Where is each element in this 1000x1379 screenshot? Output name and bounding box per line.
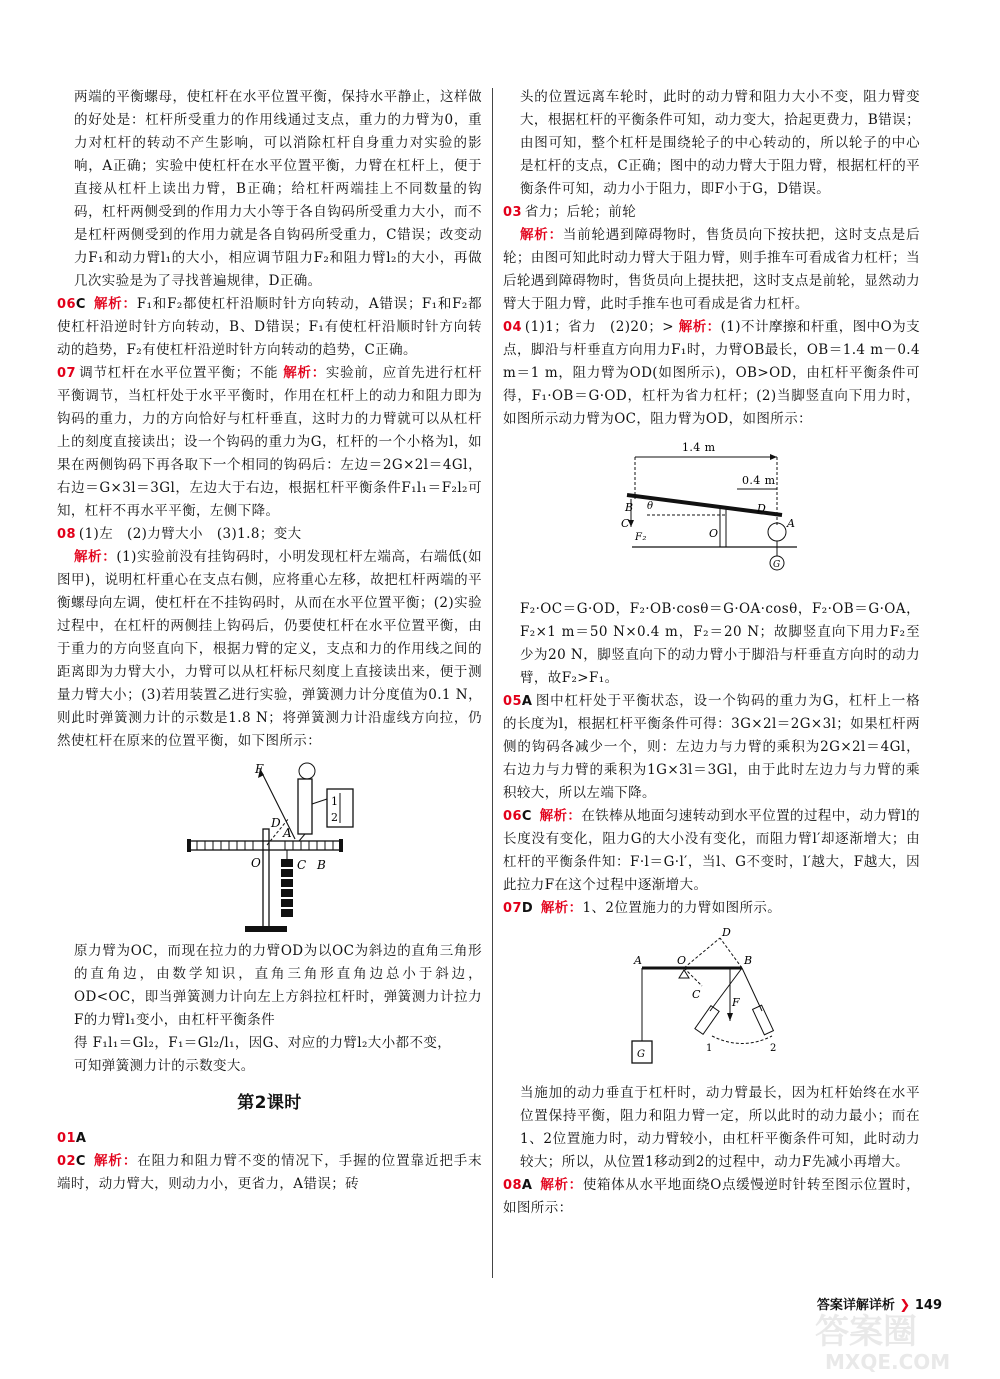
label-O: O (676, 954, 686, 967)
chevron-right-icon: ❯ (899, 1298, 911, 1313)
length-0-4m: 0.4 m (741, 474, 775, 487)
label-C: C (296, 858, 307, 872)
label-F2: F₂ (634, 532, 647, 543)
length-1-4m: 1.4 m (681, 441, 715, 454)
answer-03: 03 省力；后轮；前轮 解析：当前轮遇到障碍物时，售货员向下按扶把，这时支点是后轮；由图可知此时动力臂大于阻力臂，则手推车可看成省力杠杆；当后轮遇到障碍物时，售货员向上提扶把，这时支点是前轮，显然动力臂大于阻力臂，此时手推车也可看成是省力杠杆。 (503, 204, 921, 312)
label-B: B (624, 501, 633, 514)
page-number: 149 (914, 1298, 942, 1313)
label-O: O (708, 527, 718, 540)
column-divider (492, 88, 493, 1278)
question-number: 04 (503, 320, 522, 335)
label-D: D (721, 926, 731, 939)
analysis-label: 解析： (74, 549, 117, 565)
label-C: C (691, 988, 701, 1001)
answer-02: 02C 解析：在阻力和阻力臂不变的情况下，手握的位置靠近把手末端时，动力臂大，则动力小，更省力，A错误；砖 (57, 1153, 482, 1192)
analysis-label: 解析： (94, 1153, 138, 1169)
answer-05: 05A 图中杠杆处于平衡状态，设一个钩码的重力为G，杠杆上一格的长度为l，根据杠杆平衡条件可得：3G×2l＝2G×3l；如果杠杆两侧的钩码各减少一个，则：左边力与力臂的乘积为2G×2l＝4Gl，右边力与力臂的乘积为1G×3l＝3Gl，由于此时左边力与力臂的乘积较大，所以左端下降。 (503, 693, 920, 801)
answer-08: 08 (1)左 (2)力臂大小 (3)1.8；变大 解析：(1)实验前没有挂钩码时，小明发现杠杆左端高，右端低(如图甲)，说明杠杆重心在支点右侧，应将重心左移，故把杠杆两端的平衡螺母向左调，使杠杆在不挂钩码时，从而在水平位置平衡；(2)实验过程中，在杠杆的两侧挂上钩码后，仍要使杠杆在水平位置平衡，由于重力的方向竖直向下，根据力臂的定义，支点和力的作用线之间的距离即为力臂大小，力臂可以从杠杆标尺刻度上直接读出来，便于测量力臂大小；(3)若用装置乙进行实验，弹簧测力计分度值为0.1 N，则此时弹簧测力计的示数是1.8 N；将弹簧测力计沿虚线方向拉，仍然使杠杆在原来的位置平衡，如下图所示： (57, 526, 482, 749)
label-B: B (316, 858, 326, 872)
label-C: C (620, 517, 630, 530)
question-number: 06C (503, 809, 532, 824)
pedal-lever-figure (617, 437, 807, 592)
position-1: 1 (705, 1043, 713, 1054)
analysis-label: 解析： (540, 900, 583, 916)
watermark-logo (805, 1305, 995, 1375)
answer-04-continued: F₂·OC＝G·OD，F₂·OB·cosθ＝G·OA·cosθ，F₂·OB＝G·OA，F₂×1 m＝50 N×0.4 m，F₂＝20 N；故脚竖直向下用力F₂至少为20 N，脚竖直向下的动力臂小于脚沿与杆垂直方向时的动力臂，故F₂>F₁。 (520, 601, 920, 686)
answer-07-continued: 当施加的动力垂直于杠杆时，动力臂最长，因为杠杆始终在水平位置保持平衡，阻力和阻力臂一定，所以此时的动力最小；而在1、2位置施力时，动力臂较小，由杠杆平衡条件可知，此时动力较大；所以，从位置1移动到2的过程中，动力F先减小再增大。 (520, 1085, 920, 1170)
label-O: O (250, 856, 261, 870)
question-number: 02C (57, 1154, 86, 1169)
question-number: 08 (57, 527, 76, 542)
lever-spring-scale-figure (185, 759, 355, 934)
answer-08: 08A 解析：使箱体从水平地面绕O点缓慢逆时针转至图示位置时，如图所示： (503, 1177, 920, 1216)
question-number: 08A (503, 1178, 533, 1193)
left-column (57, 86, 482, 1196)
watermark-url: MXQE.COM (825, 1350, 951, 1374)
label-G: G (772, 560, 781, 570)
label-A: A (633, 954, 642, 967)
analysis-label: 解析： (678, 319, 721, 335)
label-F: F (731, 996, 740, 1009)
answer-continuation: 两端的平衡螺母，使杠杆在水平位置平衡，保持水平静止，这样做的好处是：杠杆所受重力的作用线通过支点，重力的力臂为0，重力对杠杆的转动不产生影响，可以消除杠杆自身重力对实验的影响，A正确；实验中使杠杆在水平位置平衡，力臂在杠杆上，便于直接从杠杆上读出力臂，B正确；给杠杆两端挂上不同数量的钩码，杠杆两侧受到的作用力大小等于各自钩码所受重力大小，而不是杠杆两侧受到的作用力就是各自钩码所受重力，C错误；改变动力F₁和动力臂l₁的大小，相应调节阻力F₂和阻力臂l₂的大小，再做几次实验是为了寻找普遍规律，D正确。 (74, 89, 482, 289)
answer-07: 07 调节杠杆在水平位置平衡；不能 解析：实验前，应首先进行杠杆平衡调节，当杠杆处于水平平衡时，作用在杠杆上的动力和阻力即为钩码的重力，力的方向恰好与杠杆垂直，这时力的力臂就可以从杠杆上的刻度直接读出；设一个钩码的重力为G，杠杆的一个小格为l，如果在两侧钩码下再各取下一个相同的钩码后：左边＝2G×2l＝4Gl，右边＝G×3l＝3Gl，左边大于右边，根据杠杆平衡条件F₁l₁＝F₂l₂可知，杠杆不再水平平衡，左侧下降。 (57, 365, 482, 519)
label-D: D (756, 502, 766, 515)
label-A: A (282, 826, 292, 840)
analysis-label: 解析： (540, 1177, 583, 1193)
answer-06: 06C 解析：F₁和F₂都使杠杆沿顺时针方向转动，A错误；F₁和F₂都使杠杆沿逆时针方向转动，B、D错误；F₁有使杠杆沿顺时针方向转动的趋势，F₂有使杠杆沿逆时针方向转动的趋势，C正确。 (57, 296, 482, 358)
label-F: F (254, 762, 264, 776)
label-theta: θ (646, 501, 653, 512)
answer-continuation: 头的位置远离车轮时，此时的动力臂和阻力大小不变，阻力臂变大，根据杠杆的平衡条件可知，动力变大，拾起更费力，B错误；由图可知，整个杠杆是围绕轮子的中心转动的，所以轮子的中心是杠杆的支点，C正确；图中的动力臂大于阻力臂，根据杠杆的平衡条件可知，动力小于阻力，即F小于G，D错误。 (520, 89, 920, 197)
question-number: 03 (503, 205, 522, 220)
watermark-text: 答案圈 (815, 1312, 917, 1352)
position-2: 2 (769, 1043, 777, 1054)
label-D: D (270, 816, 281, 830)
answer-01 (57, 1127, 482, 1150)
analysis-label: 解析： (283, 365, 326, 381)
answer-07: 07D 解析：1、2位置施力的力臂如图所示。 (503, 900, 782, 916)
answer-06: 06C 解析：在铁棒从地面匀速转动到水平位置的过程中，动力臂l的长度没有变化，阻力G的大小没有变化，而阻力臂l′却逐渐增大；由杠杆的平衡条件知：F·l＝G·l′，当l、G不变时，l′越大，F越大，因此拉力F在这个过程中逐渐增大。 (503, 808, 920, 893)
rotating-force-figure (622, 926, 802, 1076)
section-heading: 第2课时 (237, 1093, 302, 1113)
footer-label: 答案详解详析 (816, 1298, 895, 1313)
scale-label-1: 1 (330, 795, 338, 808)
label-B: B (743, 954, 752, 967)
answer-04: 04 (1)1；省力 (2)20；> 解析：(1)不计摩擦和杆重，图中O为支点，脚沿与杆垂直方向用力F₁时，力臂OB最长，OB＝1.4 m－0.4 m＝1 m，阻力臂为OD(如图所示)，OB>OD，由杠杆平衡条件可得，F₁·OB＝G·OD，杠杆为省力杠杆；(2)当脚竖直向下用力时，如图所示动力臂为OC，阻力臂为OD，如图所示： (503, 319, 921, 427)
label-G: G (636, 1049, 645, 1060)
analysis-label: 解析： (93, 296, 137, 312)
analysis-label: 解析： (520, 227, 563, 243)
question-number: 06C (57, 297, 86, 312)
label-A: A (786, 517, 795, 530)
scale-label-2: 2 (330, 811, 338, 824)
question-number: 07 (57, 366, 76, 381)
right-column (503, 86, 920, 1220)
question-number: 07D (503, 901, 534, 916)
answer-08-continued: 原力臂为OC，而现在拉力的力臂OD为以OC为斜边的直角三角形的直角边，由数学知识，直角三角形直角边总小于斜边，OD<OC，即当弹簧测力计向左上方斜拉杠杆时，弹簧测力计拉力F的力臂l₁变小，由杠杆平衡条件 得 F₁l₁＝Gl₂，F₁＝Gl₂/l₁，因G、对应的力臂l₂大小都不变， 可知弹簧测力计的示数变大。 (74, 943, 482, 1074)
analysis-label: 解析： (539, 808, 582, 824)
question-number: 05A (503, 694, 533, 709)
question-number: 01A (57, 1131, 87, 1146)
